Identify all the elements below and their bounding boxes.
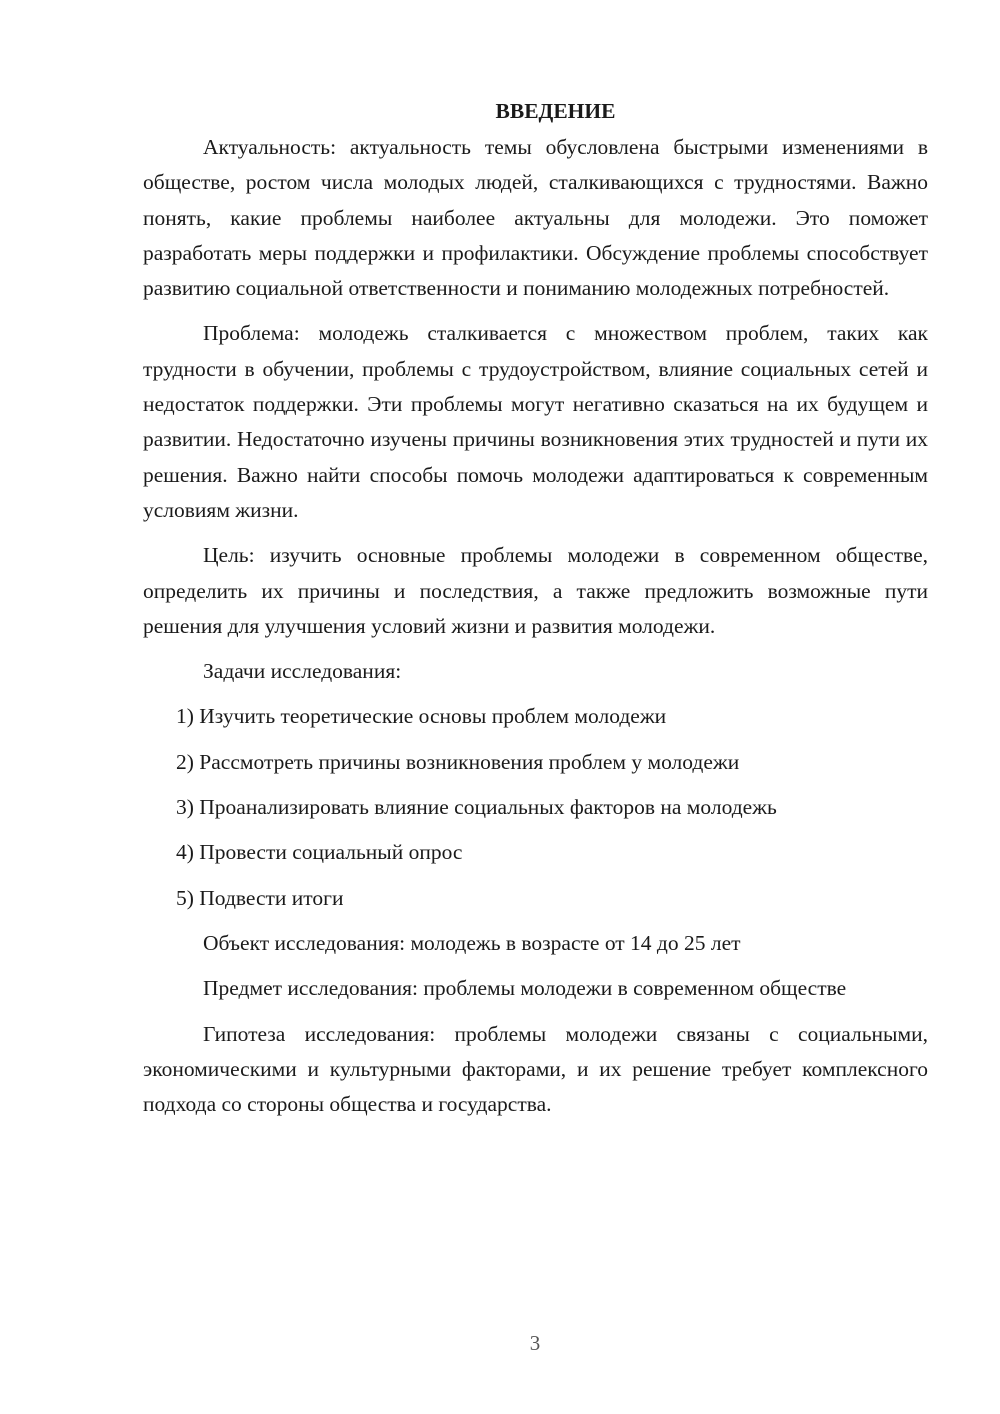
list-item: 2) Рассмотреть причины возникновения проблем у молодежи bbox=[176, 749, 740, 774]
problem-paragraph: Проблема: молодежь сталкивается с множеством проблем, таких как трудности в обучении, проблемы с трудоустройством, влияние социальных сетей и недостаток поддержки. Эти проблемы могут негативно сказаться на их будущем и развитии. Недостаточно изучены причины возникновения этих трудностей и пути их решения. Важно найти способы помочь молодежи адаптироваться к современным условиям жизни. bbox=[143, 321, 928, 522]
tasks-list bbox=[143, 699, 928, 915]
page-title: ВВЕДЕНИЕ bbox=[495, 99, 616, 123]
list-item: 4) Провести социальный опрос bbox=[176, 840, 463, 865]
document-page bbox=[143, 94, 928, 1122]
page-number: 3 bbox=[529, 1331, 541, 1355]
goal-paragraph: Цель: изучить основные проблемы молодежи в современном обществе, определить их причины и последствия, а также предложить возможные пути решения для улучшения условий жизни и развития молодежи. bbox=[143, 543, 928, 638]
relevance-paragraph: Актуальность: актуальность темы обусловлена быстрыми изменениями в обществе, ростом числа молодых людей, сталкивающихся с трудностями. Важно понять, какие проблемы наиболее актуальны для молодежи. Это поможет разработать меры поддержки и профилактики. Обсуждение проблемы способствует развитию социальной ответственности и пониманию молодежных потребностей. bbox=[143, 135, 928, 301]
hypothesis-paragraph: Гипотеза исследования: проблемы молодежи связаны с социальными, экономическими и культурными факторами, и их решение требует комплексного подхода со стороны общества и государства. bbox=[143, 1021, 928, 1117]
list-item: 1) Изучить теоретические основы проблем молодежи bbox=[176, 704, 667, 729]
list-item: 5) Подвести итоги bbox=[176, 885, 344, 910]
object-paragraph: Объект исследования: молодежь в возрасте от 14 до 25 лет bbox=[203, 930, 741, 955]
subject-paragraph: Предмет исследования: проблемы молодежи в современном обществе bbox=[203, 976, 847, 1001]
list-item: 3) Проанализировать влияние социальных факторов на молодежь bbox=[176, 795, 777, 820]
tasks-heading: Задачи исследования: bbox=[203, 659, 402, 684]
